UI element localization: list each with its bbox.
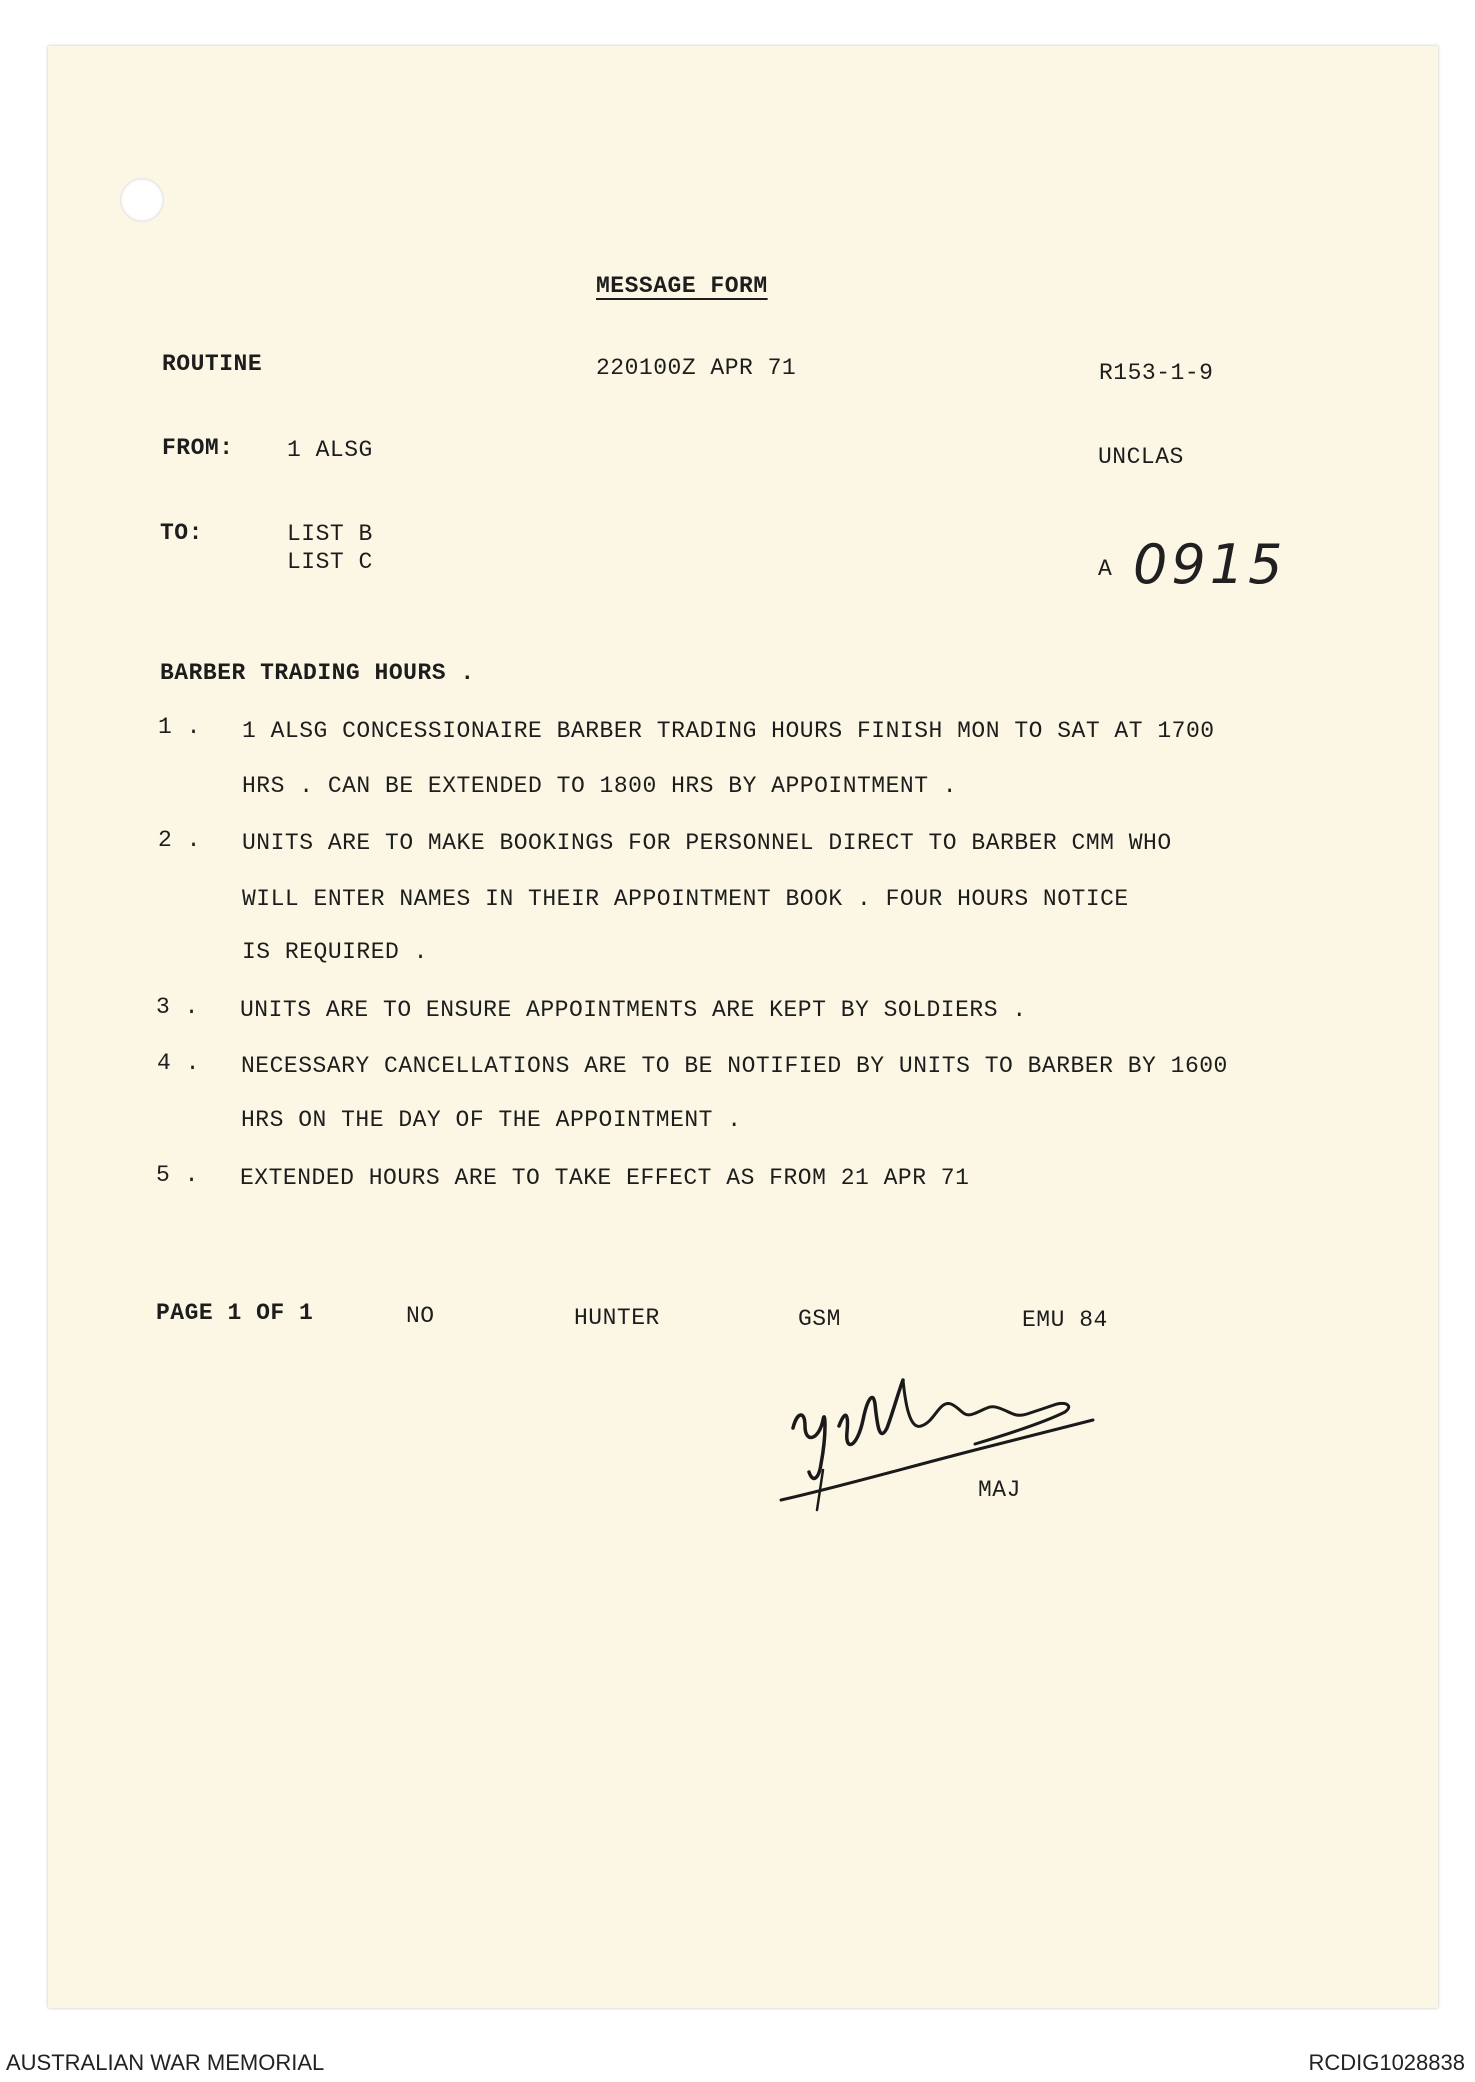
from-label: FROM: bbox=[162, 435, 234, 461]
para-5-number: 5 . bbox=[156, 1162, 199, 1188]
para-4-line-2: HRS ON THE DAY OF THE APPOINTMENT . bbox=[241, 1107, 742, 1133]
to-label: TO: bbox=[160, 520, 203, 546]
para-2-line-2: WILL ENTER NAMES IN THEIR APPOINTMENT BOOK . FOUR HOURS NOTICE bbox=[242, 886, 1129, 912]
classification: UNCLAS bbox=[1098, 444, 1184, 470]
closing-no: NO bbox=[406, 1303, 435, 1329]
archive-reference: RCDIG1028838 bbox=[1308, 2050, 1465, 2075]
para-4-number: 4 . bbox=[157, 1050, 200, 1076]
para-4-line-1: NECESSARY CANCELLATIONS ARE TO BE NOTIFIED BY UNITS TO BARBER BY 1600 bbox=[241, 1053, 1228, 1079]
archive-credit: AUSTRALIAN WAR MEMORIAL bbox=[6, 2050, 325, 2075]
subject-line: BARBER TRADING HOURS . bbox=[160, 660, 475, 686]
para-3-line-1: UNITS ARE TO ENSURE APPOINTMENTS ARE KEPT BY SOLDIERS . bbox=[240, 997, 1027, 1023]
to-value-1: LIST B bbox=[287, 521, 373, 547]
handwritten-signature bbox=[775, 1360, 1105, 1520]
precedence: ROUTINE bbox=[162, 351, 263, 377]
date-time-group: 220100Z APR 71 bbox=[596, 355, 797, 381]
file-reference: R153-1-9 bbox=[1099, 360, 1214, 386]
originator-name: HUNTER bbox=[574, 1305, 660, 1331]
page-count: PAGE 1 OF 1 bbox=[156, 1300, 314, 1326]
to-value-2: LIST C bbox=[287, 549, 373, 575]
punch-hole bbox=[120, 178, 164, 222]
para-1-number: 1 . bbox=[158, 714, 201, 740]
from-value: 1 ALSG bbox=[287, 437, 373, 463]
originator-extension: EMU 84 bbox=[1022, 1307, 1108, 1333]
message-form-page bbox=[48, 46, 1438, 2008]
form-title: MESSAGE FORM bbox=[596, 273, 768, 299]
para-1-line-1: 1 ALSG CONCESSIONAIRE BARBER TRADING HOURS FINISH MON TO SAT AT 1700 bbox=[242, 718, 1215, 744]
handwritten-serial: 0915 bbox=[1133, 533, 1287, 596]
para-1-line-2: HRS . CAN BE EXTENDED TO 1800 HRS BY APPOINTMENT . bbox=[242, 773, 958, 799]
originator-appointment: GSM bbox=[798, 1306, 841, 1332]
signatory-rank: MAJ bbox=[978, 1477, 1021, 1503]
para-3-number: 3 . bbox=[156, 994, 199, 1020]
para-5-line-1: EXTENDED HOURS ARE TO TAKE EFFECT AS FROM 21 APR 71 bbox=[240, 1165, 970, 1191]
serial-prefix: A bbox=[1098, 556, 1113, 582]
para-2-line-3: IS REQUIRED . bbox=[242, 939, 428, 965]
para-2-line-1: UNITS ARE TO MAKE BOOKINGS FOR PERSONNEL DIRECT TO BARBER CMM WHO bbox=[242, 830, 1172, 856]
para-2-number: 2 . bbox=[158, 827, 201, 853]
